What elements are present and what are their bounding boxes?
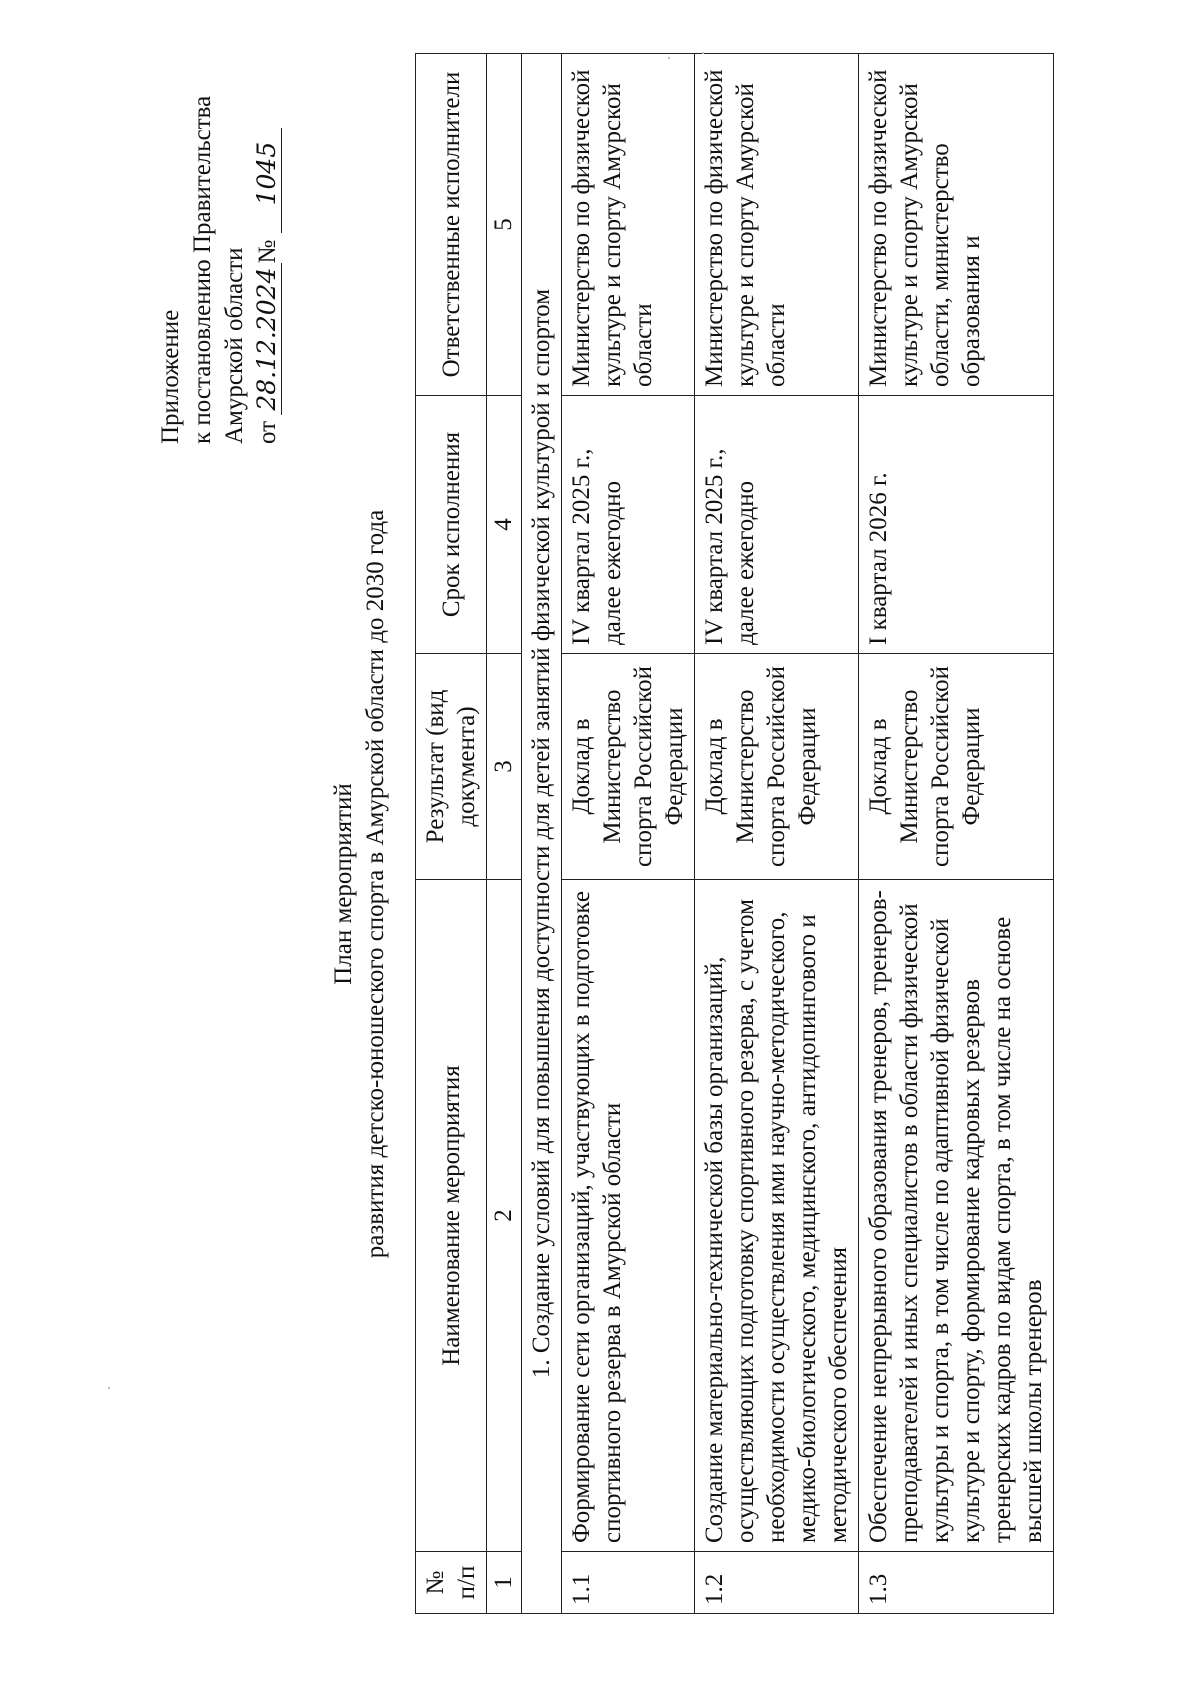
row-result: Доклад в Министерство спорта Российской Федерации	[562, 654, 695, 880]
plan-title: План мероприятий	[330, 783, 357, 985]
section-row	[522, 54, 562, 1614]
table-row	[562, 54, 695, 1614]
row-term: I квартал 2026 г.	[859, 396, 1054, 654]
row-responsible: Министерство по физической культуре и спорту Амурской области, министерство образования и	[859, 54, 1054, 396]
table-header-row	[416, 54, 487, 1614]
column-number: 3	[487, 654, 522, 880]
approval-number: 1045	[252, 128, 282, 234]
header-responsible: Ответственные исполнители	[416, 54, 487, 396]
header-result: Результат (вид документа)	[416, 654, 487, 880]
approval-number-label: №	[254, 239, 281, 264]
table-row	[859, 54, 1054, 1614]
approval-line-2: к постановлению Правительства	[189, 95, 216, 444]
header-term: Срок исполнения	[416, 396, 487, 654]
scan-speck	[108, 1387, 110, 1389]
approval-date: 28.12.2024	[252, 264, 282, 415]
header-name: Наименование мероприятия	[416, 880, 487, 1552]
section-heading: 1. Создание условий для повышения доступности для детей занятий физической культурой и спортом	[522, 54, 562, 1614]
scan-speck	[668, 57, 670, 59]
row-result: Доклад в Министерство спорта Российской Федерации	[695, 654, 859, 880]
row-number: 1.3	[859, 1552, 1054, 1614]
row-number: 1.1	[562, 1552, 695, 1614]
row-number: 1.2	[695, 1552, 859, 1614]
column-number: 4	[487, 396, 522, 654]
column-number: 1	[487, 1552, 522, 1614]
column-number: 5	[487, 54, 522, 396]
row-term: IV квартал 2025 г., далее ежегодно	[695, 396, 859, 654]
row-responsible: Министерство по физической культуре и спорту Амурской области	[562, 54, 695, 396]
row-name: Создание материально-технической базы организаций, осуществляющих подготовку спортивного резерва, с учетом необходимости осуществления ими научно-методического, медико-биологического, медицинского, антидопингового и методического обеспечения	[695, 880, 859, 1552]
row-result: Доклад в Министерство спорта Российской Федерации	[859, 654, 1054, 880]
row-name: Формирование сети организаций, участвующих в подготовке спортивного резерва в Амурской области	[562, 880, 695, 1552]
plan-subtitle: развития детско-юношеского спорта в Амурской области до 2030 года	[362, 509, 389, 1259]
row-term: IV квартал 2025 г., далее ежегодно	[562, 396, 695, 654]
column-number: 2	[487, 880, 522, 1552]
approval-stamp	[155, 24, 284, 444]
approval-line-3: Амурской области	[221, 247, 248, 444]
row-responsible: Министерство по физической культуре и спорту Амурской области	[695, 54, 859, 396]
approval-date-row	[251, 24, 284, 444]
approval-from-prefix: от	[254, 420, 281, 444]
row-name: Обеспечение непрерывного образования тренеров, тренеров-преподавателей и иных специалистов в области физической культуры и спорта, в том числе по адаптивной физической культуре и спорту, формирование кадровых резервов тренерских кадров по видам спорта, в том числе на основе высшей школы тренеров	[859, 880, 1054, 1552]
plan-table	[415, 53, 1054, 1614]
approval-line-1: Приложение	[157, 309, 184, 444]
table-row	[695, 54, 859, 1614]
header-number: № п/п	[416, 1552, 487, 1614]
plan-title-block	[328, 309, 392, 1459]
scan-speck	[702, 52, 704, 54]
column-number-row	[487, 54, 522, 1614]
